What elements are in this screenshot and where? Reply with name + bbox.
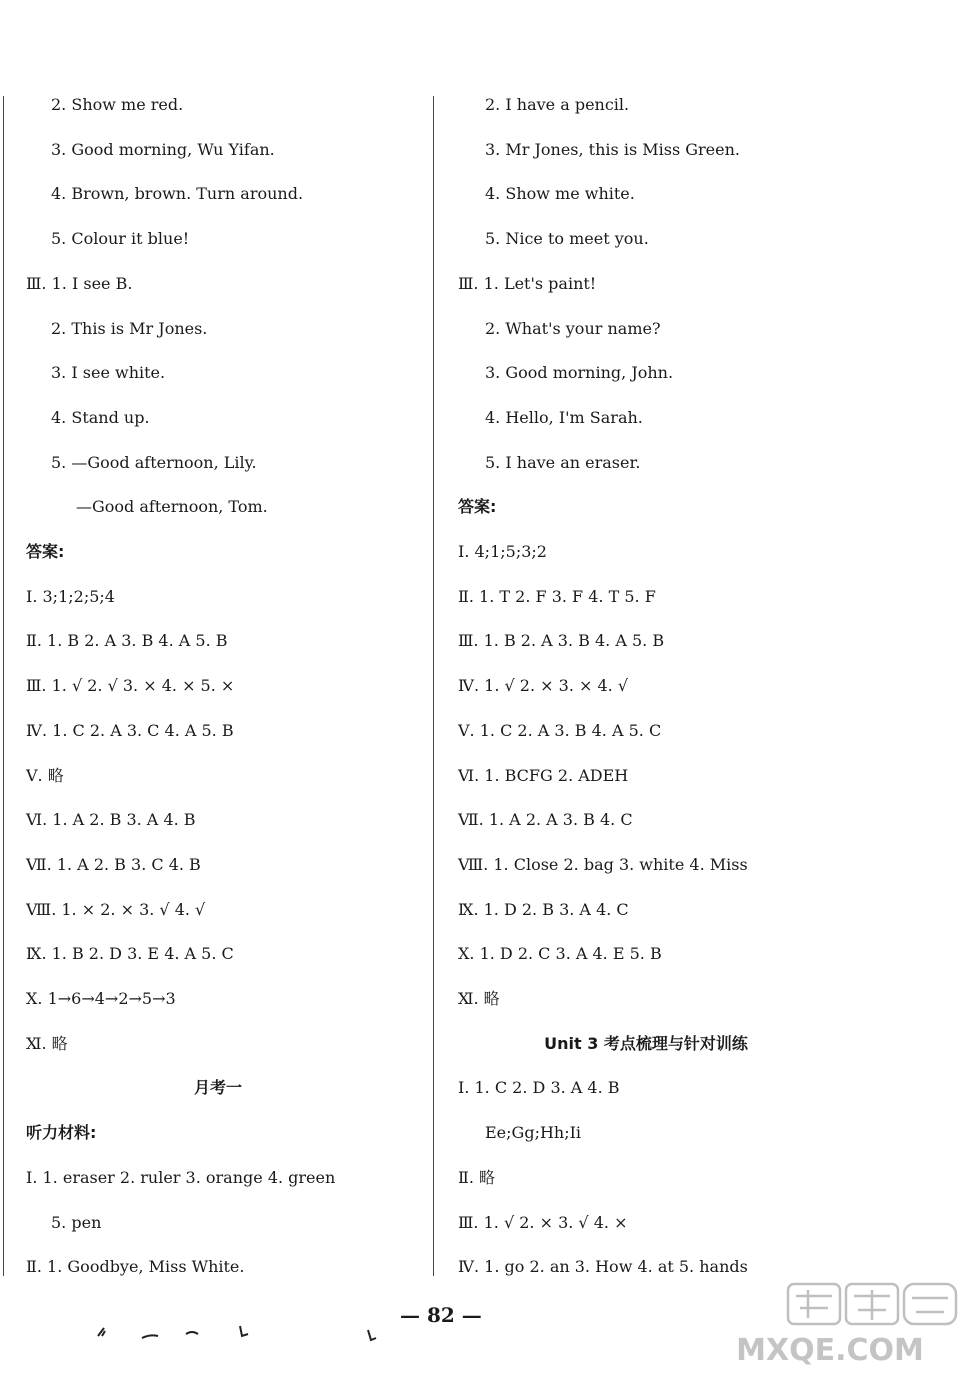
text-line: Ⅲ. 1. Let's paint! xyxy=(458,273,597,293)
section-heading: 答案: xyxy=(458,497,497,517)
text-line: Ⅲ. 1. √ 2. √ 3. × 4. × 5. × xyxy=(26,676,235,696)
text-line: Ⅱ. 1. T 2. F 3. F 4. T 5. F xyxy=(458,586,656,606)
text-line: Ⅶ. 1. A 2. B 3. C 4. B xyxy=(26,854,201,874)
text-line: 5. I have an eraser. xyxy=(485,452,641,472)
text-line: Ⅵ. 1. BCFG 2. ADEH xyxy=(458,765,629,785)
text-line: Ⅸ. 1. B 2. D 3. E 4. A 5. C xyxy=(26,944,234,964)
text-line: Ⅰ. 1. C 2. D 3. A 4. B xyxy=(458,1078,620,1098)
text-line: Ⅴ. 略 xyxy=(26,765,64,785)
text-line: 3. I see white. xyxy=(51,363,166,383)
left-column xyxy=(0,84,430,1284)
text-line: Ⅳ. 1. √ 2. × 3. × 4. √ xyxy=(458,676,629,696)
right-column xyxy=(436,84,876,1284)
text-line: Ⅷ. 1. Close 2. bag 3. white 4. Miss xyxy=(458,854,748,874)
text-line: Ⅴ. 1. C 2. A 3. B 4. A 5. C xyxy=(458,720,662,740)
text-line: Ⅹ. 1. D 2. C 3. A 4. E 5. B xyxy=(458,944,662,964)
text-line: 5. pen xyxy=(51,1212,102,1232)
text-line: 2. I have a pencil. xyxy=(485,95,630,114)
section-heading: 听力材料: xyxy=(26,1123,97,1143)
text-line: Ⅰ. 3;1;2;5;4 xyxy=(26,586,115,606)
text-line: Ⅱ. 略 xyxy=(458,1167,496,1187)
text-line: Ⅺ. 略 xyxy=(458,989,500,1008)
text-line: Ⅸ. 1. D 2. B 3. A 4. C xyxy=(458,899,629,919)
text-line: 5. Colour it blue! xyxy=(51,229,190,249)
section-heading: Unit 3 考点梳理与针对训练 xyxy=(544,1033,748,1053)
text-line: 3. Mr Jones, this is Miss Green. xyxy=(485,139,740,159)
text-line: 3. Good morning, John. xyxy=(485,363,674,383)
text-line: 4. Brown, brown. Turn around. xyxy=(51,184,304,204)
text-line: 4. Hello, I'm Sarah. xyxy=(485,407,643,427)
text-line: 2. Show me red. xyxy=(51,95,184,114)
text-line: Ⅲ. 1. √ 2. × 3. √ 4. × xyxy=(458,1212,628,1232)
text-line: 5. Nice to meet you. xyxy=(485,229,649,249)
section-heading: 答案: xyxy=(26,542,65,561)
text-line: 2. This is Mr Jones. xyxy=(51,318,208,338)
text-line: Ⅲ. 1. I see B. xyxy=(26,273,133,293)
text-line: 4. Show me white. xyxy=(485,184,635,204)
text-line: Ⅷ. 1. × 2. × 3. √ 4. √ xyxy=(26,899,206,919)
text-line: Ee;Gg;Hh;Ii xyxy=(485,1123,582,1143)
text-line: Ⅰ. 1. eraser 2. ruler 3. orange 4. green xyxy=(26,1167,336,1187)
text-line: Ⅹ. 1→6→4→2→5→3 xyxy=(26,989,176,1008)
section-heading: 月考一 xyxy=(193,1078,243,1098)
column-divider xyxy=(433,96,434,1276)
text-line: 5. —Good afternoon, Lily. xyxy=(51,452,257,472)
text-line: Ⅺ. 略 xyxy=(26,1033,68,1053)
text-line: Ⅱ. 1. B 2. A 3. B 4. A 5. B xyxy=(26,631,228,651)
text-line: Ⅱ. 1. Goodbye, Miss White. xyxy=(26,1257,245,1277)
text-line: 3. Good morning, Wu Yifan. xyxy=(51,139,275,159)
text-line: Ⅰ. 4;1;5;3;2 xyxy=(458,542,547,561)
watermark-logo xyxy=(700,1280,960,1370)
text-line: 4. Stand up. xyxy=(51,407,150,427)
text-line: Ⅶ. 1. A 2. A 3. B 4. C xyxy=(458,810,633,830)
text-line: Ⅳ. 1. go 2. an 3. How 4. at 5. hands xyxy=(458,1257,748,1277)
text-line: 2. What's your name? xyxy=(485,318,661,338)
text-line: —Good afternoon, Tom. xyxy=(76,497,268,517)
text-line: Ⅲ. 1. B 2. A 3. B 4. A 5. B xyxy=(458,631,665,651)
watermark-text: MXQE.COM xyxy=(736,1333,924,1368)
handwritten-scrawl xyxy=(90,1318,410,1348)
page-number: — 82 — xyxy=(400,1303,482,1327)
text-line: Ⅵ. 1. A 2. B 3. A 4. B xyxy=(26,810,196,830)
text-line: Ⅳ. 1. C 2. A 3. C 4. A 5. B xyxy=(26,720,234,740)
